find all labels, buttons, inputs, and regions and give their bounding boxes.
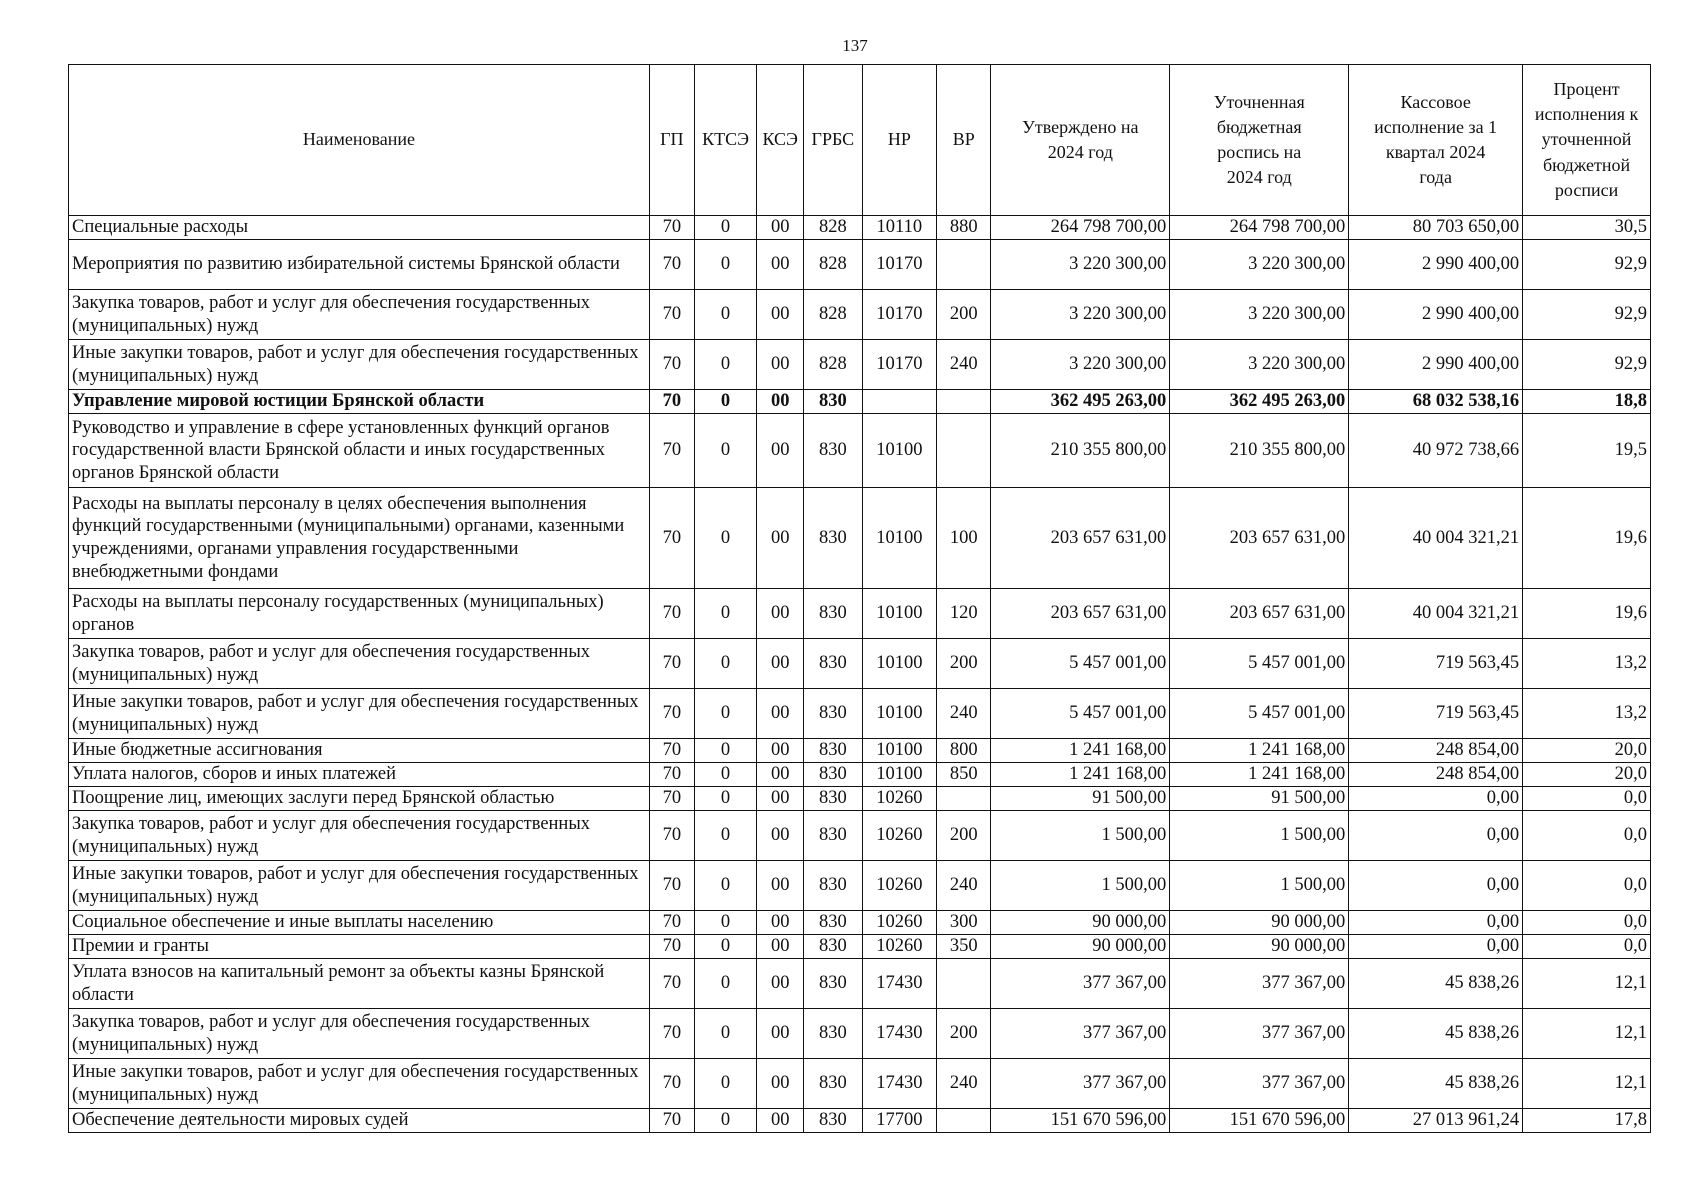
- header-name: Наименование: [69, 65, 650, 216]
- cell-name: Уплата налогов, сборов и иных платежей: [69, 763, 650, 787]
- table-row: [69, 216, 1651, 240]
- cell-kse: 00: [757, 1109, 804, 1133]
- header-ktse: КТСЭ: [694, 65, 756, 216]
- cell-approved: 203 657 631,00: [991, 488, 1170, 589]
- cell-kse: 00: [757, 639, 804, 689]
- cell-refined: 1 241 168,00: [1170, 739, 1349, 763]
- cell-name: Руководство и управление в сфере установленных функций органов государственной власти Брянской области и иных государственных органов Брянской области: [69, 414, 650, 488]
- cell-refined: 90 000,00: [1170, 935, 1349, 959]
- cell-gp: 70: [649, 290, 694, 340]
- cell-vr: 300: [937, 911, 991, 935]
- cell-gp: 70: [649, 763, 694, 787]
- table-body: [69, 216, 1651, 1133]
- cell-approved: 1 500,00: [991, 861, 1170, 911]
- cell-kse: 00: [757, 911, 804, 935]
- cell-vr: [937, 240, 991, 290]
- cell-kse: 00: [757, 290, 804, 340]
- cell-ktse: 0: [694, 959, 756, 1009]
- cell-percent: 30,5: [1523, 216, 1651, 240]
- cell-percent: 19,5: [1523, 414, 1651, 488]
- cell-kse: 00: [757, 763, 804, 787]
- cell-nr: 10100: [862, 488, 937, 589]
- cell-percent: 0,0: [1523, 935, 1651, 959]
- table-row: [69, 763, 1651, 787]
- cell-percent: 17,8: [1523, 1109, 1651, 1133]
- cell-gp: 70: [649, 589, 694, 639]
- cell-approved: 3 220 300,00: [991, 290, 1170, 340]
- cell-kse: 00: [757, 787, 804, 811]
- cell-refined: 377 367,00: [1170, 1009, 1349, 1059]
- cell-cash: 40 972 738,66: [1349, 414, 1523, 488]
- cell-name: Иные бюджетные ассигнования: [69, 739, 650, 763]
- cell-percent: 0,0: [1523, 787, 1651, 811]
- cell-approved: 203 657 631,00: [991, 589, 1170, 639]
- cell-grbs: 830: [804, 911, 862, 935]
- cell-nr: 10110: [862, 216, 937, 240]
- table-row: [69, 414, 1651, 488]
- cell-approved: 377 367,00: [991, 1009, 1170, 1059]
- cell-nr: 10100: [862, 589, 937, 639]
- cell-gp: 70: [649, 390, 694, 414]
- cell-approved: 5 457 001,00: [991, 639, 1170, 689]
- cell-kse: 00: [757, 959, 804, 1009]
- cell-kse: 00: [757, 414, 804, 488]
- cell-refined: 5 457 001,00: [1170, 689, 1349, 739]
- cell-kse: 00: [757, 1059, 804, 1109]
- cell-ktse: 0: [694, 340, 756, 390]
- cell-name: Закупка товаров, работ и услуг для обеспечения государственных (муниципальных) нужд: [69, 639, 650, 689]
- cell-name: Мероприятия по развитию избирательной системы Брянской области: [69, 240, 650, 290]
- page-number: 137: [842, 36, 868, 55]
- cell-nr: [862, 390, 937, 414]
- cell-vr: 350: [937, 935, 991, 959]
- cell-refined: 377 367,00: [1170, 959, 1349, 1009]
- cell-approved: 3 220 300,00: [991, 340, 1170, 390]
- cell-grbs: 830: [804, 811, 862, 861]
- cell-name: Управление мировой юстиции Брянской области: [69, 390, 650, 414]
- cell-cash: 0,00: [1349, 911, 1523, 935]
- cell-grbs: 830: [804, 390, 862, 414]
- cell-vr: [937, 390, 991, 414]
- cell-refined: 203 657 631,00: [1170, 589, 1349, 639]
- cell-ktse: 0: [694, 1109, 756, 1133]
- cell-grbs: 830: [804, 414, 862, 488]
- table-row: [69, 639, 1651, 689]
- cell-approved: 151 670 596,00: [991, 1109, 1170, 1133]
- cell-vr: 850: [937, 763, 991, 787]
- cell-grbs: 830: [804, 787, 862, 811]
- cell-gp: 70: [649, 340, 694, 390]
- cell-name: Обеспечение деятельности мировых судей: [69, 1109, 650, 1133]
- cell-refined: 90 000,00: [1170, 911, 1349, 935]
- cell-nr: 10100: [862, 689, 937, 739]
- table-row: [69, 911, 1651, 935]
- table-row: [69, 935, 1651, 959]
- cell-ktse: 0: [694, 787, 756, 811]
- cell-vr: [937, 959, 991, 1009]
- cell-percent: 13,2: [1523, 639, 1651, 689]
- cell-vr: 120: [937, 589, 991, 639]
- cell-vr: 240: [937, 1059, 991, 1109]
- cell-approved: 362 495 263,00: [991, 390, 1170, 414]
- cell-refined: 5 457 001,00: [1170, 639, 1349, 689]
- cell-kse: 00: [757, 739, 804, 763]
- cell-cash: 40 004 321,21: [1349, 589, 1523, 639]
- cell-approved: 1 500,00: [991, 811, 1170, 861]
- cell-cash: 27 013 961,24: [1349, 1109, 1523, 1133]
- cell-refined: 3 220 300,00: [1170, 240, 1349, 290]
- table-row: [69, 959, 1651, 1009]
- cell-cash: 0,00: [1349, 811, 1523, 861]
- cell-gp: 70: [649, 739, 694, 763]
- cell-ktse: 0: [694, 935, 756, 959]
- cell-grbs: 828: [804, 290, 862, 340]
- cell-percent: 20,0: [1523, 739, 1651, 763]
- cell-name: Расходы на выплаты персоналу государственных (муниципальных) органов: [69, 589, 650, 639]
- cell-refined: 210 355 800,00: [1170, 414, 1349, 488]
- cell-vr: 200: [937, 1009, 991, 1059]
- cell-grbs: 830: [804, 959, 862, 1009]
- cell-name: Поощрение лиц, имеющих заслуги перед Брянской областью: [69, 787, 650, 811]
- cell-gp: 70: [649, 240, 694, 290]
- table-row: [69, 1109, 1651, 1133]
- cell-approved: 91 500,00: [991, 787, 1170, 811]
- cell-ktse: 0: [694, 811, 756, 861]
- cell-kse: 00: [757, 390, 804, 414]
- cell-vr: 200: [937, 811, 991, 861]
- table-row: [69, 488, 1651, 589]
- cell-grbs: 830: [804, 1059, 862, 1109]
- table-row: [69, 787, 1651, 811]
- cell-grbs: 830: [804, 861, 862, 911]
- cell-cash: 248 854,00: [1349, 763, 1523, 787]
- cell-approved: 377 367,00: [991, 1059, 1170, 1109]
- cell-percent: 0,0: [1523, 861, 1651, 911]
- cell-refined: 3 220 300,00: [1170, 340, 1349, 390]
- cell-cash: 2 990 400,00: [1349, 240, 1523, 290]
- cell-gp: 70: [649, 216, 694, 240]
- cell-vr: [937, 1109, 991, 1133]
- cell-approved: 90 000,00: [991, 935, 1170, 959]
- cell-name: Закупка товаров, работ и услуг для обеспечения государственных (муниципальных) нужд: [69, 1009, 650, 1059]
- cell-refined: 264 798 700,00: [1170, 216, 1349, 240]
- cell-nr: 17700: [862, 1109, 937, 1133]
- cell-ktse: 0: [694, 240, 756, 290]
- table-row: [69, 811, 1651, 861]
- table-row: [69, 290, 1651, 340]
- cell-ktse: 0: [694, 1059, 756, 1109]
- cell-percent: 19,6: [1523, 488, 1651, 589]
- cell-gp: 70: [649, 1009, 694, 1059]
- cell-grbs: 830: [804, 739, 862, 763]
- cell-refined: 151 670 596,00: [1170, 1109, 1349, 1133]
- cell-approved: 1 241 168,00: [991, 739, 1170, 763]
- cell-percent: 13,2: [1523, 689, 1651, 739]
- header-cash: Кассовое исполнение за 1 квартал 2024 года: [1349, 65, 1523, 216]
- cell-ktse: 0: [694, 390, 756, 414]
- table-row: [69, 390, 1651, 414]
- cell-nr: 10100: [862, 414, 937, 488]
- cell-approved: 1 241 168,00: [991, 763, 1170, 787]
- cell-percent: 12,1: [1523, 1009, 1651, 1059]
- cell-cash: 45 838,26: [1349, 1009, 1523, 1059]
- cell-refined: 377 367,00: [1170, 1059, 1349, 1109]
- cell-kse: 00: [757, 240, 804, 290]
- cell-percent: 92,9: [1523, 290, 1651, 340]
- cell-nr: 10260: [862, 861, 937, 911]
- cell-cash: 68 032 538,16: [1349, 390, 1523, 414]
- cell-name: Специальные расходы: [69, 216, 650, 240]
- table-row: [69, 861, 1651, 911]
- cell-cash: 2 990 400,00: [1349, 290, 1523, 340]
- cell-ktse: 0: [694, 911, 756, 935]
- cell-vr: 240: [937, 861, 991, 911]
- cell-gp: 70: [649, 689, 694, 739]
- cell-name: Социальное обеспечение и иные выплаты населению: [69, 911, 650, 935]
- cell-gp: 70: [649, 1109, 694, 1133]
- cell-grbs: 830: [804, 639, 862, 689]
- cell-gp: 70: [649, 811, 694, 861]
- header-percent: Процент исполнения к уточненной бюджетной росписи: [1523, 65, 1651, 216]
- table-row: [69, 739, 1651, 763]
- cell-kse: 00: [757, 689, 804, 739]
- cell-grbs: 828: [804, 216, 862, 240]
- cell-grbs: 830: [804, 1009, 862, 1059]
- cell-kse: 00: [757, 935, 804, 959]
- table-row: [69, 689, 1651, 739]
- cell-nr: 10100: [862, 739, 937, 763]
- cell-vr: 240: [937, 340, 991, 390]
- table-row: [69, 1009, 1651, 1059]
- cell-gp: 70: [649, 488, 694, 589]
- cell-nr: 10170: [862, 340, 937, 390]
- cell-kse: 00: [757, 1009, 804, 1059]
- cell-approved: 377 367,00: [991, 959, 1170, 1009]
- cell-gp: 70: [649, 935, 694, 959]
- cell-gp: 70: [649, 787, 694, 811]
- cell-kse: 00: [757, 811, 804, 861]
- cell-refined: 1 241 168,00: [1170, 763, 1349, 787]
- table-row: [69, 340, 1651, 390]
- cell-cash: 0,00: [1349, 787, 1523, 811]
- cell-ktse: 0: [694, 589, 756, 639]
- cell-approved: 210 355 800,00: [991, 414, 1170, 488]
- cell-ktse: 0: [694, 739, 756, 763]
- cell-percent: 0,0: [1523, 811, 1651, 861]
- cell-nr: 10260: [862, 911, 937, 935]
- cell-grbs: 830: [804, 763, 862, 787]
- cell-name: Закупка товаров, работ и услуг для обеспечения государственных (муниципальных) нужд: [69, 811, 650, 861]
- cell-kse: 00: [757, 340, 804, 390]
- table-row: [69, 240, 1651, 290]
- cell-cash: 719 563,45: [1349, 639, 1523, 689]
- cell-name: Иные закупки товаров, работ и услуг для обеспечения государственных (муниципальных) нужд: [69, 1059, 650, 1109]
- cell-gp: 70: [649, 861, 694, 911]
- cell-cash: 0,00: [1349, 861, 1523, 911]
- cell-ktse: 0: [694, 290, 756, 340]
- cell-nr: 17430: [862, 1009, 937, 1059]
- cell-refined: 91 500,00: [1170, 787, 1349, 811]
- cell-name: Расходы на выплаты персоналу в целях обеспечения выполнения функций государственными (муниципальными) органами, казенными учреждениями, органами управления государственными внебюджетными фондами: [69, 488, 650, 589]
- cell-name: Иные закупки товаров, работ и услуг для обеспечения государственных (муниципальных) нужд: [69, 340, 650, 390]
- cell-name: Иные закупки товаров, работ и услуг для обеспечения государственных (муниципальных) нужд: [69, 689, 650, 739]
- cell-cash: 45 838,26: [1349, 959, 1523, 1009]
- table-header-row: [69, 65, 1651, 216]
- cell-ktse: 0: [694, 861, 756, 911]
- header-approved: Утверждено на 2024 год: [991, 65, 1170, 216]
- cell-ktse: 0: [694, 763, 756, 787]
- cell-ktse: 0: [694, 216, 756, 240]
- cell-kse: 00: [757, 589, 804, 639]
- cell-ktse: 0: [694, 414, 756, 488]
- cell-grbs: 828: [804, 240, 862, 290]
- cell-cash: 719 563,45: [1349, 689, 1523, 739]
- cell-percent: 12,1: [1523, 959, 1651, 1009]
- cell-kse: 00: [757, 488, 804, 589]
- cell-percent: 92,9: [1523, 240, 1651, 290]
- cell-refined: 1 500,00: [1170, 811, 1349, 861]
- cell-nr: 10170: [862, 240, 937, 290]
- cell-cash: 45 838,26: [1349, 1059, 1523, 1109]
- cell-nr: 10260: [862, 811, 937, 861]
- cell-vr: [937, 414, 991, 488]
- cell-vr: 240: [937, 689, 991, 739]
- cell-gp: 70: [649, 414, 694, 488]
- cell-cash: 0,00: [1349, 935, 1523, 959]
- cell-nr: 17430: [862, 1059, 937, 1109]
- cell-nr: 10100: [862, 639, 937, 689]
- cell-nr: 10260: [862, 935, 937, 959]
- cell-cash: 2 990 400,00: [1349, 340, 1523, 390]
- header-refined: Уточненная бюджетная роспись на 2024 год: [1170, 65, 1349, 216]
- cell-nr: 10100: [862, 763, 937, 787]
- cell-ktse: 0: [694, 488, 756, 589]
- cell-name: Иные закупки товаров, работ и услуг для обеспечения государственных (муниципальных) нужд: [69, 861, 650, 911]
- cell-ktse: 0: [694, 689, 756, 739]
- cell-grbs: 830: [804, 1109, 862, 1133]
- cell-grbs: 830: [804, 488, 862, 589]
- cell-gp: 70: [649, 959, 694, 1009]
- cell-vr: 200: [937, 290, 991, 340]
- cell-name: Закупка товаров, работ и услуг для обеспечения государственных (муниципальных) нужд: [69, 290, 650, 340]
- cell-vr: 100: [937, 488, 991, 589]
- cell-percent: 12,1: [1523, 1059, 1651, 1109]
- cell-name: Премии и гранты: [69, 935, 650, 959]
- header-gp: ГП: [649, 65, 694, 216]
- cell-gp: 70: [649, 639, 694, 689]
- cell-kse: 00: [757, 216, 804, 240]
- header-vr: ВР: [937, 65, 991, 216]
- cell-nr: 10170: [862, 290, 937, 340]
- table-row: [69, 589, 1651, 639]
- cell-approved: 5 457 001,00: [991, 689, 1170, 739]
- cell-percent: 92,9: [1523, 340, 1651, 390]
- table-row: [69, 1059, 1651, 1109]
- cell-approved: 264 798 700,00: [991, 216, 1170, 240]
- cell-name: Уплата взносов на капитальный ремонт за объекты казны Брянской области: [69, 959, 650, 1009]
- cell-percent: 18,8: [1523, 390, 1651, 414]
- cell-refined: 1 500,00: [1170, 861, 1349, 911]
- cell-nr: 10260: [862, 787, 937, 811]
- cell-vr: 200: [937, 639, 991, 689]
- cell-approved: 90 000,00: [991, 911, 1170, 935]
- cell-approved: 3 220 300,00: [991, 240, 1170, 290]
- cell-refined: 203 657 631,00: [1170, 488, 1349, 589]
- cell-cash: 40 004 321,21: [1349, 488, 1523, 589]
- cell-cash: 248 854,00: [1349, 739, 1523, 763]
- header-grbs: ГРБС: [804, 65, 862, 216]
- cell-kse: 00: [757, 861, 804, 911]
- cell-percent: 19,6: [1523, 589, 1651, 639]
- cell-percent: 0,0: [1523, 911, 1651, 935]
- cell-grbs: 828: [804, 340, 862, 390]
- cell-grbs: 830: [804, 589, 862, 639]
- cell-percent: 20,0: [1523, 763, 1651, 787]
- cell-vr: 800: [937, 739, 991, 763]
- cell-refined: 3 220 300,00: [1170, 290, 1349, 340]
- cell-nr: 17430: [862, 959, 937, 1009]
- cell-cash: 80 703 650,00: [1349, 216, 1523, 240]
- header-kse: КСЭ: [757, 65, 804, 216]
- cell-vr: 880: [937, 216, 991, 240]
- cell-gp: 70: [649, 1059, 694, 1109]
- cell-grbs: 830: [804, 935, 862, 959]
- cell-ktse: 0: [694, 639, 756, 689]
- cell-refined: 362 495 263,00: [1170, 390, 1349, 414]
- cell-gp: 70: [649, 911, 694, 935]
- cell-ktse: 0: [694, 1009, 756, 1059]
- cell-vr: [937, 787, 991, 811]
- budget-table: [68, 64, 1651, 1133]
- header-nr: НР: [862, 65, 937, 216]
- cell-grbs: 830: [804, 689, 862, 739]
